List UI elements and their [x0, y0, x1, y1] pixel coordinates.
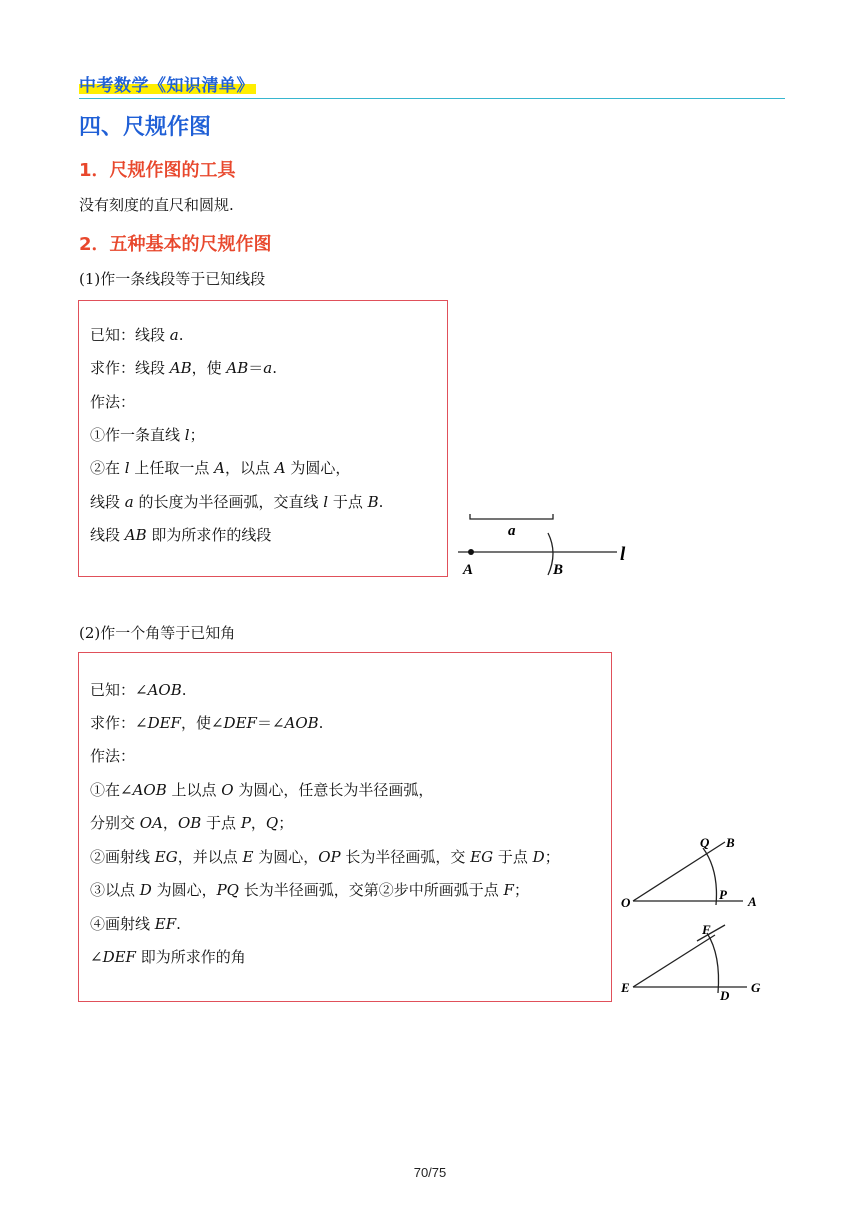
header-title: 中考数学《知识清单》: [79, 71, 256, 96]
construction-box-angle: [78, 652, 612, 1002]
label-F: F: [702, 922, 711, 937]
label-A: A: [463, 562, 474, 578]
label-A: A: [748, 894, 757, 909]
arc-D: [707, 933, 719, 993]
box2-step4: ④画射线 EF.: [90, 915, 181, 933]
label-B: B: [726, 835, 735, 850]
tools-text: 没有刻度的直尺和圆规.: [79, 196, 234, 214]
box2-method: 作法：: [90, 747, 136, 765]
construction-box-segment: [78, 300, 448, 577]
box2-step3: ③以点 D 为圆心，PQ 长为半径画弧，交第②步中所画弧于点 F；: [90, 881, 529, 899]
box1-conclusion: 线段 AB 即为所求作的线段: [90, 526, 272, 544]
label-E: E: [621, 980, 630, 995]
angle-construction-figure: [615, 825, 775, 1010]
label-G: G: [751, 980, 761, 995]
page-number: 70/75: [413, 1165, 447, 1180]
subsection-title-constructions: 2．五种基本的尺规作图: [79, 234, 272, 255]
point-A: [468, 549, 474, 555]
box2-step1-cont: 分别交 OA，OB 于点 P，Q；: [90, 814, 294, 832]
box1-step1: ①作一条直线 l；: [90, 426, 205, 444]
box2-conclusion: ∠DEF 即为所求作的角: [90, 948, 246, 966]
box1-step2-cont: 线段 a 的长度为半径画弧，交直线 l 于点 B.: [90, 493, 384, 511]
label-B: B: [553, 562, 564, 578]
ray-OB: [633, 842, 725, 901]
ray-EF: [633, 935, 715, 987]
box1-required: 求作：线段 AB，使 AB＝a.: [90, 359, 278, 377]
box1-step2: ②在 l 上任取一点 A，以点 A 为圆心，: [90, 459, 351, 477]
label-P: P: [719, 887, 727, 902]
box1-method: 作法：: [90, 393, 136, 411]
box2-step1: ①在∠AOB 上以点 O 为圆心，任意长为半径画弧，: [90, 781, 434, 799]
label-l: l: [620, 544, 626, 565]
label-O: O: [621, 895, 631, 910]
arc-PQ: [703, 848, 716, 905]
label-Q: Q: [700, 835, 710, 850]
label-a: a: [508, 523, 516, 539]
item1-title: (1)作一条线段等于已知线段: [79, 270, 266, 288]
segment-a-bracket: [470, 514, 553, 519]
section-title: 四、尺规作图: [79, 115, 212, 140]
subsection-title-tools: 1．尺规作图的工具: [79, 160, 236, 181]
header-divider: [79, 98, 785, 99]
label-D: D: [720, 988, 730, 1003]
box2-given: 已知：∠AOB.: [90, 681, 187, 699]
item2-title: (2)作一个角等于已知角: [79, 624, 236, 642]
box1-given: 已知：线段 a.: [90, 326, 184, 344]
box2-required: 求作：∠DEF，使∠DEF＝∠AOB.: [90, 714, 324, 732]
segment-construction-figure: [455, 505, 645, 585]
box2-step2: ②画射线 EG，并以点 E 为圆心，OP 长为半径画弧，交 EG 于点 D；: [90, 848, 560, 866]
